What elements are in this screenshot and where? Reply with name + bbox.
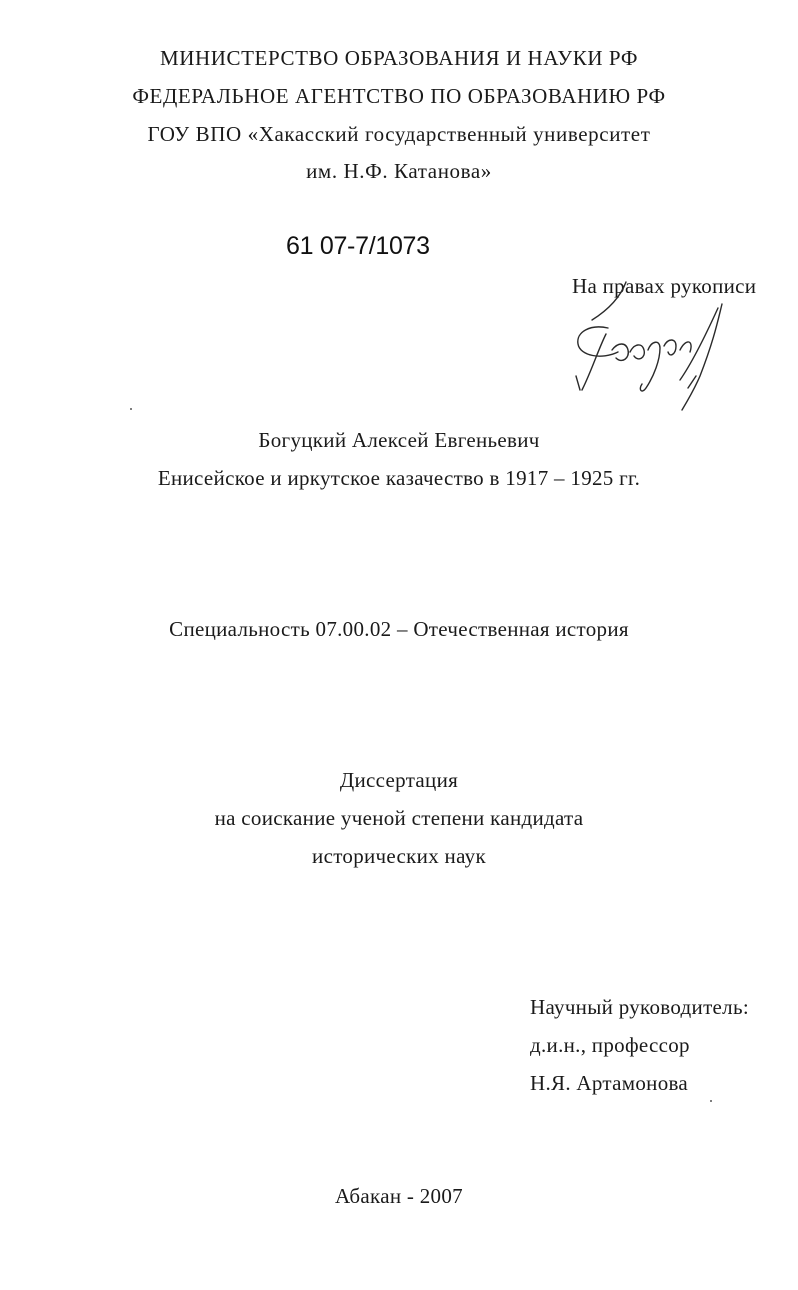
supervisor-label: Научный руководитель: [530,995,749,1019]
dissertation-title: Енисейское и иркутское казачество в 1917 – 1925 гг. [157,466,641,490]
degree-field-line: исторических наук [312,844,486,868]
supervisor-name: Н.Я. Артамонова [530,1071,689,1095]
library-catalog-number: 61 07-7/1073 [286,232,430,260]
dissertation-label: Диссертация [339,768,459,792]
scan-speck [710,1100,712,1102]
university-line-2: им. Н.Ф. Катанова» [306,159,492,183]
specialty-line: Специальность 07.00.02 – Отечественная история [169,617,629,641]
supervisor-degree: д.и.н., профессор [530,1033,690,1057]
author-signature [568,280,738,415]
university-line-1: ГОУ ВПО «Хакасский государственный университет [147,122,651,146]
scan-speck [130,408,132,410]
place-and-year: Абакан - 2007 [335,1184,463,1208]
ministry-line: МИНИСТЕРСТВО ОБРАЗОВАНИЯ И НАУКИ РФ [159,46,639,70]
author-name: Богуцкий Алексей Евгеньевич [258,428,540,452]
manuscript-rights-note: На правах рукописи [572,274,757,298]
agency-line: ФЕДЕРАЛЬНОЕ АГЕНТСТВО ПО ОБРАЗОВАНИЮ РФ [132,84,666,108]
degree-purpose-line: на соискание ученой степени кандидата [214,806,584,830]
